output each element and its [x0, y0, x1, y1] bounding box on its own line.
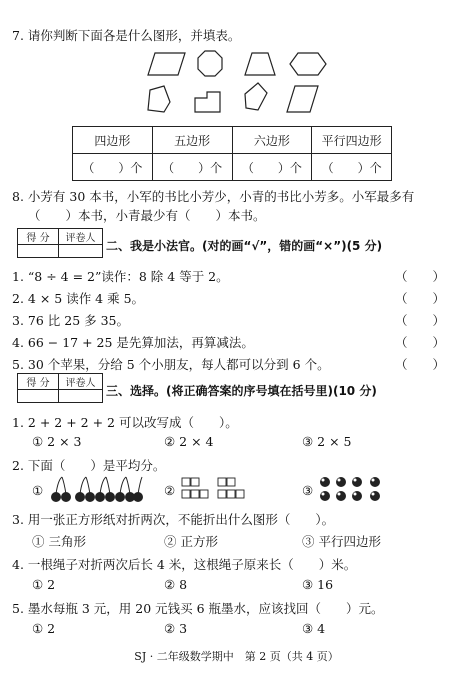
choice-option: ② [164, 483, 176, 498]
answer-paren[interactable]: （ ） [395, 291, 446, 306]
count-cell[interactable]: （ ）个 [232, 154, 312, 181]
octagon-shape [198, 51, 222, 76]
header-parallelogram: 平行四边形 [312, 127, 392, 154]
score-cell[interactable] [18, 245, 59, 258]
header-pentagon: 五边形 [152, 127, 232, 154]
choice-option: ③ 4 [302, 621, 326, 636]
choice-option: ① 三角形 [32, 534, 86, 549]
choice-option: ③ [302, 483, 314, 498]
choice-stem: 3. 用一张正方形纸对折两次，不能折出什么图形（ ）。 [12, 512, 335, 527]
q8-line2: （ ）本书，小青最少有（ ）本书。 [28, 208, 266, 223]
concave-hexagon-shape [195, 92, 220, 112]
judge-item: 1. “8 ÷ 4 = 2”读作：8 除 4 等于 2。 [12, 269, 229, 284]
choice-stem: 2. 下面（ ）是平均分。 [12, 458, 166, 473]
header-quadrilateral: 四边形 [73, 127, 153, 154]
shapes-figure [140, 48, 340, 118]
choice-stem: 5. 墨水每瓶 3 元，用 20 元钱买 6 瓶墨水，应该找回（ ）元。 [12, 601, 384, 616]
answer-paren[interactable]: （ ） [395, 357, 446, 372]
header-hexagon: 六边形 [232, 127, 312, 154]
answer-paren[interactable]: （ ） [395, 313, 446, 328]
grader-label: 评卷人 [59, 229, 103, 245]
grader-cell[interactable] [59, 245, 103, 258]
choice-option: ③ 16 [302, 577, 334, 592]
q7-table [72, 126, 392, 181]
apples-picture [318, 474, 384, 504]
choice-option: ① [32, 483, 44, 498]
score-box-section2 [17, 228, 103, 258]
choice-stem: 4. 一根绳子对折两次后长 4 米，这根绳子原来长（ ）米。 [12, 557, 357, 572]
answer-paren[interactable]: （ ） [395, 335, 446, 350]
choice-option: ② 正方形 [164, 534, 218, 549]
grader-label: 评卷人 [59, 374, 103, 390]
choice-option: ③ 平行四边形 [302, 534, 381, 549]
judge-item: 4. 66 − 17 + 25 是先算加法，再算减法。 [12, 335, 254, 350]
judge-item: 2. 4 × 5 读作 4 乘 5。 [12, 291, 145, 306]
choice-option: ① 2 [32, 621, 56, 636]
score-label: 得 分 [18, 229, 59, 245]
choice-option: ② 2 × 4 [164, 434, 214, 449]
page-footer: SJ · 二年级数学期中 第 2 页（共 4 页） [134, 650, 339, 663]
choice-option: ② 8 [164, 577, 188, 592]
pentagon-shape [148, 86, 170, 112]
q8-line1: 8. 小芳有 30 本书，小军的书比小芳少，小青的书比小芳多。小军最多有 [12, 189, 415, 204]
score-label: 得 分 [18, 374, 59, 390]
judge-item: 5. 30 个苹果，分给 5 个小朋友，每人都可以分到 6 个。 [12, 357, 330, 372]
parallelogram-shape [148, 53, 185, 75]
gift-boxes-picture [180, 474, 246, 504]
count-cell[interactable]: （ ）个 [312, 154, 392, 181]
q7-text: 7. 请你判断下面各是什么图形，并填表。 [12, 28, 241, 43]
trapezoid-shape [245, 53, 275, 75]
choice-option: ③ 2 × 5 [302, 434, 352, 449]
choice-option: ① 2 [32, 577, 56, 592]
irregular-pentagon-shape [245, 83, 267, 110]
choice-stem: 1. 2 + 2 + 2 + 2 可以改写成（ ）。 [12, 415, 238, 430]
grader-cell[interactable] [59, 390, 103, 403]
cherries-picture [48, 474, 152, 504]
count-cell[interactable]: （ ）个 [73, 154, 153, 181]
score-box-section3 [17, 373, 103, 403]
choice-option: ② 3 [164, 621, 188, 636]
count-cell[interactable]: （ ）个 [152, 154, 232, 181]
choice-option: ① 2 × 3 [32, 434, 82, 449]
section2-title: 二、我是小法官。(对的画“√”，错的画“×”)(5 分) [106, 239, 383, 253]
answer-paren[interactable]: （ ） [395, 269, 446, 284]
section3-title: 三、选择。(将正确答案的序号填在括号里)(10 分) [106, 384, 377, 398]
hexagon-shape [290, 53, 326, 75]
parallelogram-shape-2 [287, 86, 318, 112]
judge-item: 3. 76 比 25 多 35。 [12, 313, 130, 328]
score-cell[interactable] [18, 390, 59, 403]
